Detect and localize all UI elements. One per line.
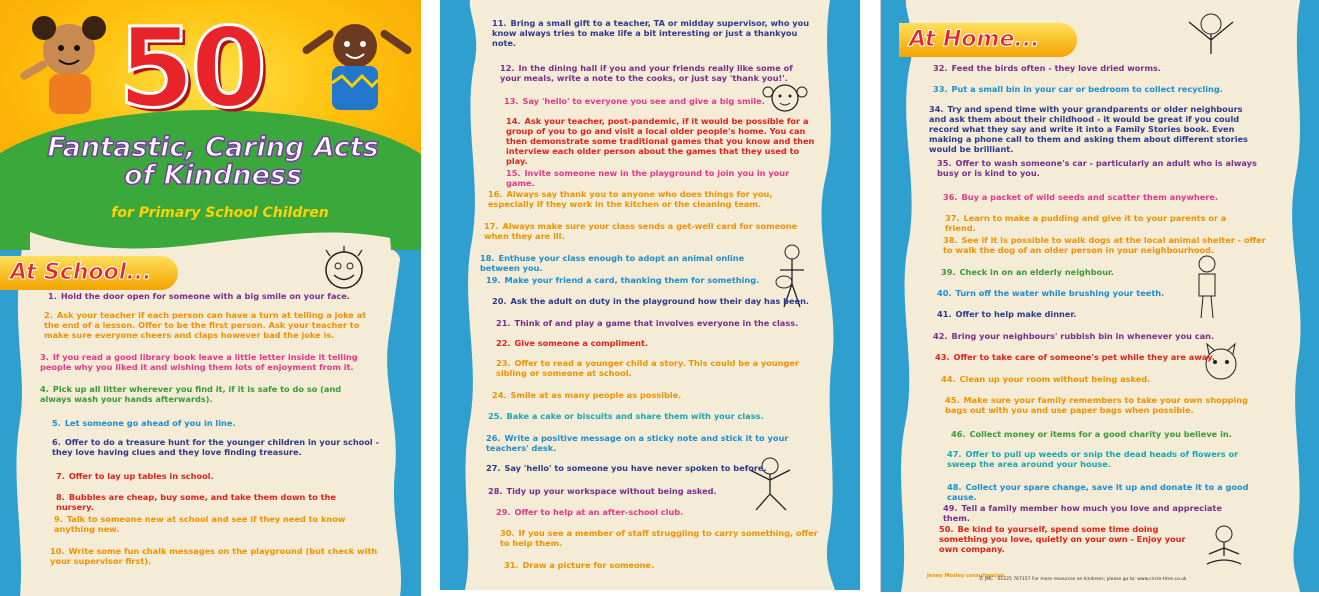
girl-illustration bbox=[14, 8, 124, 123]
kindness-act-item bbox=[496, 358, 816, 378]
act-number: 24. bbox=[492, 390, 507, 400]
act-text: Tell a family member how much you love and appreciate them. bbox=[943, 503, 1222, 523]
act-number: 9. bbox=[54, 514, 63, 524]
act-text: Always say thank you to anyone who does things for you, especially if they work in the kitchen or the cleaning team. bbox=[488, 189, 773, 209]
act-number: 32. bbox=[933, 63, 948, 73]
footer-credit: © JMC · 01225 767157 For more resources on kindness; please go to: www.circle-time.co.uk bbox=[979, 577, 1187, 582]
act-text: Bake a cake or biscuits and share them with your class. bbox=[506, 411, 764, 421]
poster-title bbox=[8, 134, 418, 190]
kindness-act-item bbox=[933, 331, 1253, 341]
poster-subtitle: for Primary School Children bbox=[111, 205, 329, 221]
act-number: 25. bbox=[488, 411, 503, 421]
kindness-act-item bbox=[945, 213, 1245, 233]
act-text: Enthuse your class enough to adopt an animal online between you. bbox=[480, 253, 745, 273]
act-number: 49. bbox=[943, 503, 958, 513]
act-text: Say 'hello' to everyone you see and give a big smile. bbox=[522, 96, 765, 106]
waving-child-doodle bbox=[1181, 8, 1241, 58]
act-text: Be kind to yourself, spend some time doing something you love, quietly on your own - Enjoy your own company. bbox=[939, 524, 1186, 554]
act-number: 36. bbox=[943, 192, 958, 202]
act-number: 42. bbox=[933, 331, 948, 341]
act-text: Bring a small gift to a teacher, TA or midday supervisor, who you know always tries to make life a bit interesting or just a thankyou note. bbox=[492, 18, 810, 48]
act-text: Learn to make a pudding and give it to your parents or a friend. bbox=[945, 213, 1227, 233]
kindness-act-item bbox=[496, 507, 796, 517]
act-number: 8. bbox=[56, 492, 65, 502]
kindness-act-item bbox=[937, 309, 1237, 319]
act-text: Say 'hello' to someone you have never spoken to before. bbox=[504, 463, 767, 473]
act-number: 45. bbox=[945, 395, 960, 405]
act-number: 7. bbox=[56, 471, 65, 481]
kindness-act-item bbox=[941, 374, 1241, 384]
act-text: Offer to help make dinner. bbox=[955, 309, 1077, 319]
act-text: Offer to wash someone's car - particularly an adult who is always busy or is kind to you. bbox=[937, 158, 1257, 178]
kindness-act-item bbox=[939, 524, 1189, 554]
act-number: 46. bbox=[951, 429, 966, 439]
act-number: 5. bbox=[52, 418, 61, 428]
act-text: Smile at as many people as possible. bbox=[510, 390, 682, 400]
kindness-act-item bbox=[40, 384, 370, 404]
kindness-act-item bbox=[943, 192, 1243, 202]
act-number: 21. bbox=[496, 318, 511, 328]
kindness-act-item bbox=[496, 318, 816, 328]
act-text: If you read a good library book leave a little letter inside it telling people why you liked it and wishing them lots of enjoyment from it. bbox=[40, 352, 358, 372]
kindness-act-item bbox=[935, 352, 1235, 362]
act-number: 41. bbox=[937, 309, 952, 319]
title-line-1: Fantastic, Caring Acts bbox=[47, 132, 379, 163]
kindness-act-item bbox=[480, 253, 780, 273]
act-number: 37. bbox=[945, 213, 960, 223]
act-number: 48. bbox=[947, 482, 962, 492]
kindness-act-item bbox=[933, 63, 1233, 73]
act-number: 12. bbox=[500, 63, 515, 73]
kindness-act-item bbox=[929, 104, 1259, 154]
kindness-act-item bbox=[486, 275, 786, 285]
act-text: In the dining hall if you and your friends really like some of your meals, write a note to the cooks, or just say 'thank you!'. bbox=[500, 63, 793, 83]
act-text: Give someone a compliment. bbox=[514, 338, 649, 348]
act-text: Offer to take care of someone's pet while they are away. bbox=[953, 352, 1215, 362]
act-number: 16. bbox=[488, 189, 503, 199]
kindness-act-item bbox=[40, 352, 370, 372]
kindness-act-item bbox=[486, 433, 806, 453]
act-text: Always make sure your class sends a get-well card for someone when they are ill. bbox=[484, 221, 798, 241]
act-number: 13. bbox=[504, 96, 519, 106]
act-number: 40. bbox=[937, 288, 952, 298]
act-number: 35. bbox=[937, 158, 952, 168]
act-text: Hold the door open for someone with a big smile on your face. bbox=[60, 291, 350, 301]
act-number: 50. bbox=[939, 524, 954, 534]
poster-page-3 bbox=[880, 0, 1319, 592]
act-number: 33. bbox=[933, 84, 948, 94]
act-text: Offer to read a younger child a story. This could be a younger sibling or someone at school. bbox=[496, 358, 799, 378]
kindness-act-item bbox=[504, 560, 804, 570]
act-text: Try and spend time with your grandparents or older neighbours and ask them about their childhood - it would be great if you could record what they say and write it into a Family Stories book. Even making a phone call to them and asking them about different stories would be brilliant. bbox=[929, 104, 1248, 154]
act-text: Write some fun chalk messages on the playground (but check with your supervisor first). bbox=[50, 546, 378, 566]
act-number: 11. bbox=[492, 18, 507, 28]
kindness-act-item bbox=[947, 449, 1267, 469]
act-number: 14. bbox=[506, 116, 521, 126]
kindness-act-item bbox=[44, 310, 374, 340]
act-number: 22. bbox=[496, 338, 511, 348]
act-text: Bring your neighbours' rubbish bin in whenever you can. bbox=[951, 331, 1215, 341]
act-number: 28. bbox=[488, 486, 503, 496]
act-number: 23. bbox=[496, 358, 511, 368]
kindness-act-item bbox=[54, 514, 384, 534]
act-text: Offer to do a treasure hunt for the younger children in your school - they love having clues and they love finding treasure. bbox=[52, 437, 379, 457]
kindness-act-item bbox=[947, 482, 1267, 502]
act-number: 34. bbox=[929, 104, 944, 114]
kindness-act-item bbox=[945, 395, 1265, 415]
act-text: Clean up your room without being asked. bbox=[959, 374, 1151, 384]
kindness-act-item bbox=[48, 291, 378, 301]
act-number: 47. bbox=[947, 449, 962, 459]
title-number: 50 bbox=[118, 4, 264, 132]
kindness-act-item bbox=[937, 288, 1237, 298]
act-text: Ask the adult on duty in the playground how their day has been. bbox=[510, 296, 810, 306]
act-text: Buy a packet of wild seeds and scatter them anywhere. bbox=[961, 192, 1219, 202]
kindness-act-item bbox=[933, 84, 1233, 94]
act-text: Turn off the water while brushing your teeth. bbox=[955, 288, 1165, 298]
kindness-act-item bbox=[492, 18, 812, 48]
kindness-act-item bbox=[943, 503, 1243, 523]
kindness-act-item bbox=[496, 338, 796, 348]
act-text: Offer to help at an after-school club. bbox=[514, 507, 684, 517]
act-number: 4. bbox=[40, 384, 49, 394]
act-text: Think of and play a game that involves everyone in the class. bbox=[514, 318, 799, 328]
act-number: 29. bbox=[496, 507, 511, 517]
act-text: Collect your spare change, save it up and donate it to a good cause. bbox=[947, 482, 1249, 502]
kindness-act-item bbox=[52, 437, 382, 457]
act-number: 18. bbox=[480, 253, 495, 263]
act-text: Check in on an elderly neighbour. bbox=[959, 267, 1115, 277]
act-number: 2. bbox=[44, 310, 53, 320]
kindness-act-item bbox=[500, 528, 820, 548]
act-number: 6. bbox=[52, 437, 61, 447]
act-text: Bubbles are cheap, buy some, and take them down to the nursery. bbox=[56, 492, 336, 512]
kindness-act-item bbox=[500, 63, 800, 83]
kindness-act-item bbox=[52, 418, 372, 428]
act-number: 20. bbox=[492, 296, 507, 306]
act-text: Pick up all litter wherever you find it, if it is safe to do so (and always wash your hands afterwards). bbox=[40, 384, 342, 404]
act-number: 43. bbox=[935, 352, 950, 362]
kindness-act-item bbox=[492, 390, 792, 400]
act-text: Make your friend a card, thanking them for something. bbox=[504, 275, 760, 285]
act-number: 38. bbox=[943, 235, 958, 245]
act-text: Feed the birds often - they love dried worms. bbox=[951, 63, 1161, 73]
act-text: Ask your teacher if each person can have a turn at telling a joke at the end of a lesson. Offer to be the first person. Ask your teacher to make sure everyone cheers and claps however bad the joke is. bbox=[44, 310, 367, 340]
act-text: Put a small bin in your car or bedroom to collect recycling. bbox=[951, 84, 1223, 94]
poster-page-1 bbox=[0, 0, 421, 596]
kindness-act-item bbox=[488, 486, 788, 496]
act-text: Tidy up your workspace without being asked. bbox=[506, 486, 717, 496]
act-text: See if it is possible to walk dogs at the local animal shelter - offer to walk the dog of an older person in your neighbourhood. bbox=[943, 235, 1266, 255]
act-text: Let someone go ahead of you in line. bbox=[64, 418, 236, 428]
act-text: Offer to pull up weeds or snip the dead heads of flowers or sweep the area around your house. bbox=[947, 449, 1239, 469]
kindness-act-item bbox=[504, 96, 804, 106]
kindness-act-item bbox=[941, 267, 1241, 277]
act-number: 19. bbox=[486, 275, 501, 285]
act-text: Collect money or items for a good charity you believe in. bbox=[969, 429, 1232, 439]
section-banner-home: At Home... bbox=[899, 23, 1077, 57]
smiley-face-doodle bbox=[320, 246, 368, 292]
section-banner-school: At School... bbox=[0, 256, 178, 290]
kindness-act-item bbox=[488, 189, 818, 209]
kindness-act-item bbox=[486, 463, 786, 473]
act-number: 10. bbox=[50, 546, 65, 556]
act-number: 31. bbox=[504, 560, 519, 570]
kindness-act-item bbox=[943, 235, 1273, 255]
act-text: Make sure your family remembers to take your own shopping bags out with you and use paper bags when possible. bbox=[945, 395, 1248, 415]
act-number: 26. bbox=[486, 433, 501, 443]
act-number: 39. bbox=[941, 267, 956, 277]
boy-illustration bbox=[300, 8, 415, 118]
act-text: If you see a member of staff struggling to carry something, offer to help them. bbox=[500, 528, 818, 548]
kindness-act-item bbox=[484, 221, 814, 241]
act-number: 17. bbox=[484, 221, 499, 231]
kindness-act-item bbox=[488, 411, 808, 421]
act-text: Write a positive message on a sticky note and stick it to your teachers' desk. bbox=[486, 433, 789, 453]
publisher-logo: Jenny Mosley consultancies bbox=[927, 573, 1005, 579]
kindness-act-item bbox=[951, 429, 1251, 439]
act-number: 44. bbox=[941, 374, 956, 384]
kindness-act-item bbox=[937, 158, 1257, 178]
meditating-child-doodle bbox=[1199, 522, 1249, 572]
act-number: 3. bbox=[40, 352, 49, 362]
kindness-act-item bbox=[506, 168, 806, 188]
poster-page-2 bbox=[440, 0, 860, 590]
act-number: 15. bbox=[506, 168, 521, 178]
act-number: 1. bbox=[48, 291, 57, 301]
act-number: 30. bbox=[500, 528, 515, 538]
act-text: Draw a picture for someone. bbox=[522, 560, 655, 570]
kindness-act-item bbox=[492, 296, 812, 306]
act-text: Offer to lay up tables in school. bbox=[68, 471, 214, 481]
act-text: Ask your teacher, post-pandemic, if it would be possible for a group of you to go and visit a local older people's home. You can then demonstrate some traditional games that you know and then interview each older person about the games that they used to play. bbox=[506, 116, 815, 166]
title-line-2: of Kindness bbox=[123, 160, 303, 191]
act-text: Invite someone new in the playground to join you in your game. bbox=[506, 168, 790, 188]
act-number: 27. bbox=[486, 463, 501, 473]
kindness-act-item bbox=[56, 471, 356, 481]
act-text: Talk to someone new at school and see if they need to know anything new. bbox=[54, 514, 346, 534]
kindness-act-item bbox=[50, 546, 380, 566]
kindness-act-item bbox=[506, 116, 816, 166]
kindness-act-item bbox=[56, 492, 376, 512]
